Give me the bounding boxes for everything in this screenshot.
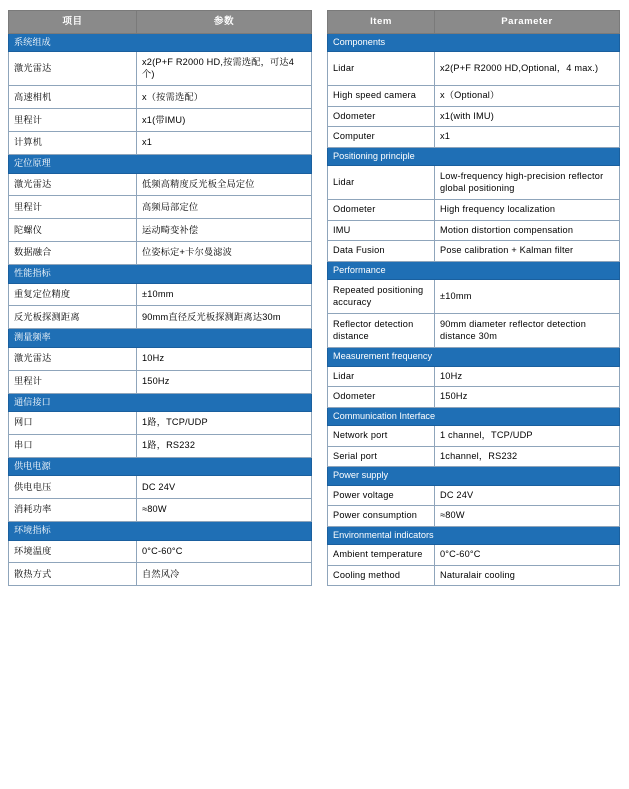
row-value: 运动畸变补偿 — [137, 219, 312, 242]
row-value: 低频高精度反光板全局定位 — [137, 173, 312, 196]
table-row — [9, 434, 312, 457]
row-label: 里程计 — [9, 196, 137, 219]
row-value: DC 24V — [137, 476, 312, 499]
section-label: 系统组成 — [9, 33, 312, 52]
column-header-item: 项目 — [9, 11, 137, 34]
row-label: Reflector detection distance — [328, 314, 435, 348]
section-row — [9, 329, 312, 348]
table-row — [328, 426, 620, 447]
row-label: Serial port — [328, 446, 435, 467]
row-label: 陀螺仪 — [9, 219, 137, 242]
section-row — [328, 467, 620, 486]
row-value: 90mm直径反光板探测距离达30m — [137, 306, 312, 329]
table-row — [328, 127, 620, 148]
row-value: DC 24V — [435, 485, 620, 506]
row-value: Motion distortion compensation — [435, 220, 620, 241]
spec-table-english — [327, 10, 620, 586]
section-label: Measurement frequency — [328, 348, 620, 367]
table-header-row — [9, 11, 312, 34]
row-label: 激光雷达 — [9, 173, 137, 196]
spec-table-chinese — [8, 10, 312, 586]
row-value: ±10mm — [435, 280, 620, 314]
table-row — [9, 540, 312, 563]
row-value: 0°C-60°C — [137, 540, 312, 563]
table-row — [328, 446, 620, 467]
row-value: 90mm diameter reflector detection distance 30m — [435, 314, 620, 348]
row-value: x1(带IMU) — [137, 109, 312, 132]
column-header-item: Item — [328, 11, 435, 34]
table-row — [9, 86, 312, 109]
row-value: Low-frequency high-precision reflector global positioning — [435, 166, 620, 200]
row-label: 里程计 — [9, 370, 137, 393]
row-label: Odometer — [328, 387, 435, 408]
column-header-parameter: 参数 — [137, 11, 312, 34]
table-row — [9, 370, 312, 393]
table-row — [328, 506, 620, 527]
row-value: x2(P+F R2000 HD,Optional，4 max.) — [435, 52, 620, 86]
table-row — [328, 166, 620, 200]
table-row — [9, 499, 312, 522]
row-label: Repeated positioning accuracy — [328, 280, 435, 314]
table-row — [328, 86, 620, 107]
table-row — [328, 106, 620, 127]
row-label: 重复定位精度 — [9, 283, 137, 306]
table-row — [9, 476, 312, 499]
table-row — [9, 242, 312, 265]
section-label: Components — [328, 33, 620, 52]
table-row — [9, 109, 312, 132]
row-label: Lidar — [328, 366, 435, 387]
table-row — [9, 347, 312, 370]
section-label: Communication Interface — [328, 407, 620, 426]
table-row — [328, 280, 620, 314]
row-label: 串口 — [9, 434, 137, 457]
row-value: x（Optional） — [435, 86, 620, 107]
row-label: 里程计 — [9, 109, 137, 132]
row-value: 10Hz — [137, 347, 312, 370]
section-row — [9, 457, 312, 476]
row-value: 10Hz — [435, 366, 620, 387]
section-label: 供电电源 — [9, 457, 312, 476]
row-label: Power consumption — [328, 506, 435, 527]
row-label: Computer — [328, 127, 435, 148]
section-row — [9, 522, 312, 541]
table-row — [9, 412, 312, 435]
row-value: x2(P+F R2000 HD,按需选配，可达4个) — [137, 52, 312, 86]
section-row — [328, 147, 620, 166]
row-value: 1channel，RS232 — [435, 446, 620, 467]
row-value: 1路，RS232 — [137, 434, 312, 457]
row-label: 网口 — [9, 412, 137, 435]
table-header-row — [328, 11, 620, 34]
row-value: 150Hz — [435, 387, 620, 408]
section-row — [328, 33, 620, 52]
section-label: Power supply — [328, 467, 620, 486]
row-value: 1路，TCP/UDP — [137, 412, 312, 435]
section-label: 性能指标 — [9, 265, 312, 284]
row-value: x1 — [137, 132, 312, 155]
table-row — [9, 283, 312, 306]
table-row — [328, 314, 620, 348]
table-row — [9, 196, 312, 219]
section-row — [328, 407, 620, 426]
row-value: 0°C-60°C — [435, 545, 620, 566]
section-row — [9, 33, 312, 52]
column-header-parameter: Parameter — [435, 11, 620, 34]
row-label: 计算机 — [9, 132, 137, 155]
section-row — [328, 261, 620, 280]
section-label: 定位原理 — [9, 155, 312, 174]
section-label: 测量频率 — [9, 329, 312, 348]
row-label: Odometer — [328, 200, 435, 221]
table-row — [9, 563, 312, 586]
table-row — [328, 387, 620, 408]
row-label: 数据融合 — [9, 242, 137, 265]
table-row — [9, 306, 312, 329]
row-value: High frequency localization — [435, 200, 620, 221]
row-label: 激光雷达 — [9, 52, 137, 86]
row-label: Ambient temperature — [328, 545, 435, 566]
section-row — [9, 265, 312, 284]
section-label: 通信接口 — [9, 393, 312, 412]
row-label: 反光板探测距离 — [9, 306, 137, 329]
section-label: Positioning principle — [328, 147, 620, 166]
row-label: 环境温度 — [9, 540, 137, 563]
table-row — [328, 565, 620, 586]
row-value: 150Hz — [137, 370, 312, 393]
table-row — [328, 241, 620, 262]
section-row — [328, 348, 620, 367]
row-label: 供电电压 — [9, 476, 137, 499]
table-body-chinese — [9, 33, 312, 586]
row-label: Network port — [328, 426, 435, 447]
section-label: Environmental indicators — [328, 526, 620, 545]
table-row — [9, 132, 312, 155]
table-row — [328, 52, 620, 86]
table-row — [328, 545, 620, 566]
row-label: Lidar — [328, 166, 435, 200]
row-label: Cooling method — [328, 565, 435, 586]
row-label: Lidar — [328, 52, 435, 86]
table-row — [328, 366, 620, 387]
section-row — [328, 526, 620, 545]
row-value: x1(with IMU) — [435, 106, 620, 127]
row-value: Pose calibration + Kalman filter — [435, 241, 620, 262]
row-label: 消耗功率 — [9, 499, 137, 522]
row-value: ≈80W — [435, 506, 620, 527]
row-value: 1 channel，TCP/UDP — [435, 426, 620, 447]
table-row — [9, 173, 312, 196]
row-label: Power voltage — [328, 485, 435, 506]
row-value: x1 — [435, 127, 620, 148]
row-value: ≈80W — [137, 499, 312, 522]
row-value: Naturalair cooling — [435, 565, 620, 586]
table-row — [328, 485, 620, 506]
row-value: 高频局部定位 — [137, 196, 312, 219]
row-label: Odometer — [328, 106, 435, 127]
table-row — [328, 220, 620, 241]
row-value: 自然风冷 — [137, 563, 312, 586]
section-row — [9, 393, 312, 412]
section-label: Performance — [328, 261, 620, 280]
row-label: 散热方式 — [9, 563, 137, 586]
table-body-english — [328, 33, 620, 586]
row-label: IMU — [328, 220, 435, 241]
row-label: 激光雷达 — [9, 347, 137, 370]
section-label: 环境指标 — [9, 522, 312, 541]
table-row — [328, 200, 620, 221]
row-label: Data Fusion — [328, 241, 435, 262]
row-label: 高速相机 — [9, 86, 137, 109]
table-row — [9, 52, 312, 86]
row-value: x（按需选配） — [137, 86, 312, 109]
row-label: High speed camera — [328, 86, 435, 107]
row-value: 位姿标定+卡尔曼滤波 — [137, 242, 312, 265]
table-row — [9, 219, 312, 242]
row-value: ±10mm — [137, 283, 312, 306]
section-row — [9, 155, 312, 174]
